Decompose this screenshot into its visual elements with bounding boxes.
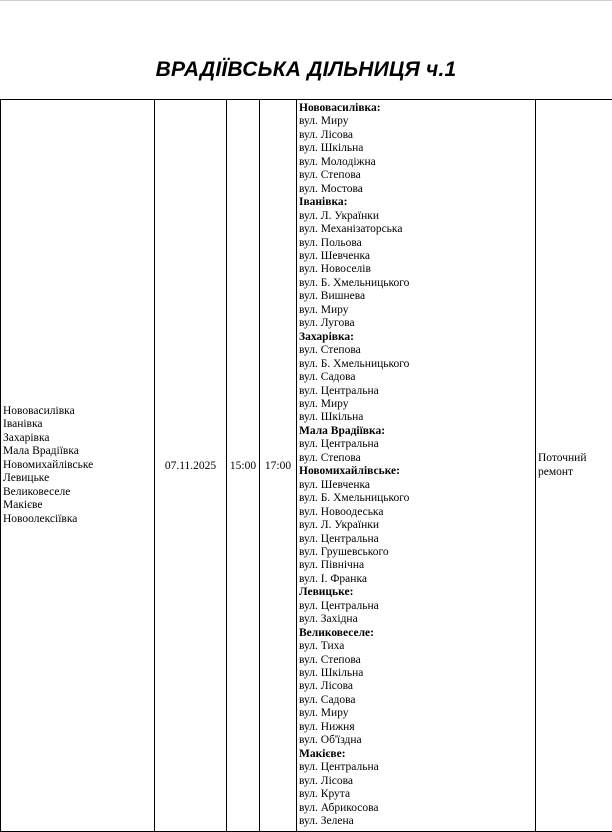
street-item: вул. Л. Українки [299,210,533,223]
street-item: вул. Польова [299,237,533,250]
street-item: вул. Тиха [299,640,533,653]
street-item: вул. Центральна [299,533,533,546]
streets-list [299,102,533,828]
street-item: вул. Центральна [299,385,533,398]
settlement-item: Великовеселе [3,486,152,500]
streets-cell [297,100,536,832]
street-item: вул. Шевченка [299,250,533,263]
street-item: вул. Шкільна [299,667,533,680]
village-heading: Новомихайлівське: [299,465,533,478]
street-item: вул. Степова [299,654,533,667]
street-item: вул. Грушевського [299,546,533,559]
street-item: вул. Садова [299,371,533,384]
street-item: вул. Абрикосова [299,802,533,815]
date-cell [155,100,227,832]
street-item: вул. Миру [299,398,533,411]
street-item: вул. Лісова [299,129,533,142]
time-to-cell [260,100,297,832]
time-to: 17:00 [265,460,291,472]
street-item: вул. Шевченка [299,479,533,492]
street-item: вул. Нижня [299,721,533,734]
time-from: 15:00 [230,460,256,472]
settlement-item: Іванівка [3,418,152,432]
street-item: вул. Степова [299,452,533,465]
street-item: вул. Центральна [299,438,533,451]
street-item: вул. Миру [299,707,533,720]
street-item: вул. Об'їздна [299,734,533,747]
top-rule [0,0,612,1]
street-item: вул. Лісова [299,680,533,693]
settlements-list [3,405,152,527]
street-item: вул. Центральна [299,600,533,613]
settlement-item: Нововасилівка [3,405,152,419]
village-heading: Захарівка: [299,331,533,344]
village-heading: Великовеселе: [299,627,533,640]
street-item: вул. Б. Хмельницького [299,358,533,371]
village-heading: Макієве: [299,748,533,761]
street-item: вул. Л. Українки [299,519,533,532]
settlement-item: Новомихайлівське [3,459,152,473]
village-heading: Іванівка: [299,196,533,209]
village-heading: Левицьке: [299,586,533,599]
reason-cell [536,100,612,832]
outage-date: 07.11.2025 [165,460,216,472]
settlements-cell [1,100,155,832]
street-item: вул. Північна [299,559,533,572]
settlement-item: Захарівка [3,432,152,446]
street-item: вул. Садова [299,694,533,707]
street-item: вул. Мостова [299,183,533,196]
street-item: вул. Б. Хмельницького [299,277,533,290]
outage-table [0,99,612,832]
outage-reason: Поточний ремонт [538,452,586,478]
settlement-item: Левицьке [3,472,152,486]
street-item: вул. Центральна [299,761,533,774]
street-item: вул. Новоселів [299,263,533,276]
settlement-item: Мала Врадіївка [3,445,152,459]
street-item: вул. Вишнева [299,290,533,303]
street-item: вул. І. Франка [299,573,533,586]
street-item: вул. Зелена [299,815,533,828]
village-heading: Мала Врадіївка: [299,425,533,438]
page-title: ВРАДІЇВСЬКА ДІЛЬНИЦЯ ч.1 [0,58,612,82]
time-from-cell [227,100,260,832]
street-item: вул. Шкільна [299,142,533,155]
settlement-item: Макієве [3,499,152,513]
street-item: вул. Лісова [299,775,533,788]
street-item: вул. Шкільна [299,411,533,424]
street-item: вул. Молодіжна [299,156,533,169]
table-row [1,100,612,832]
street-item: вул. Степова [299,344,533,357]
street-item: вул. Механізаторська [299,223,533,236]
village-heading: Нововасилівка: [299,102,533,115]
street-item: вул. Миру [299,115,533,128]
street-item: вул. Західна [299,613,533,626]
street-item: вул. Новоодеська [299,506,533,519]
street-item: вул. Миру [299,304,533,317]
street-item: вул. Крута [299,788,533,801]
street-item: вул. Лугова [299,317,533,330]
street-item: вул. Б. Хмельницького [299,492,533,505]
street-item: вул. Степова [299,169,533,182]
settlement-item: Новоолексіївка [3,513,152,527]
